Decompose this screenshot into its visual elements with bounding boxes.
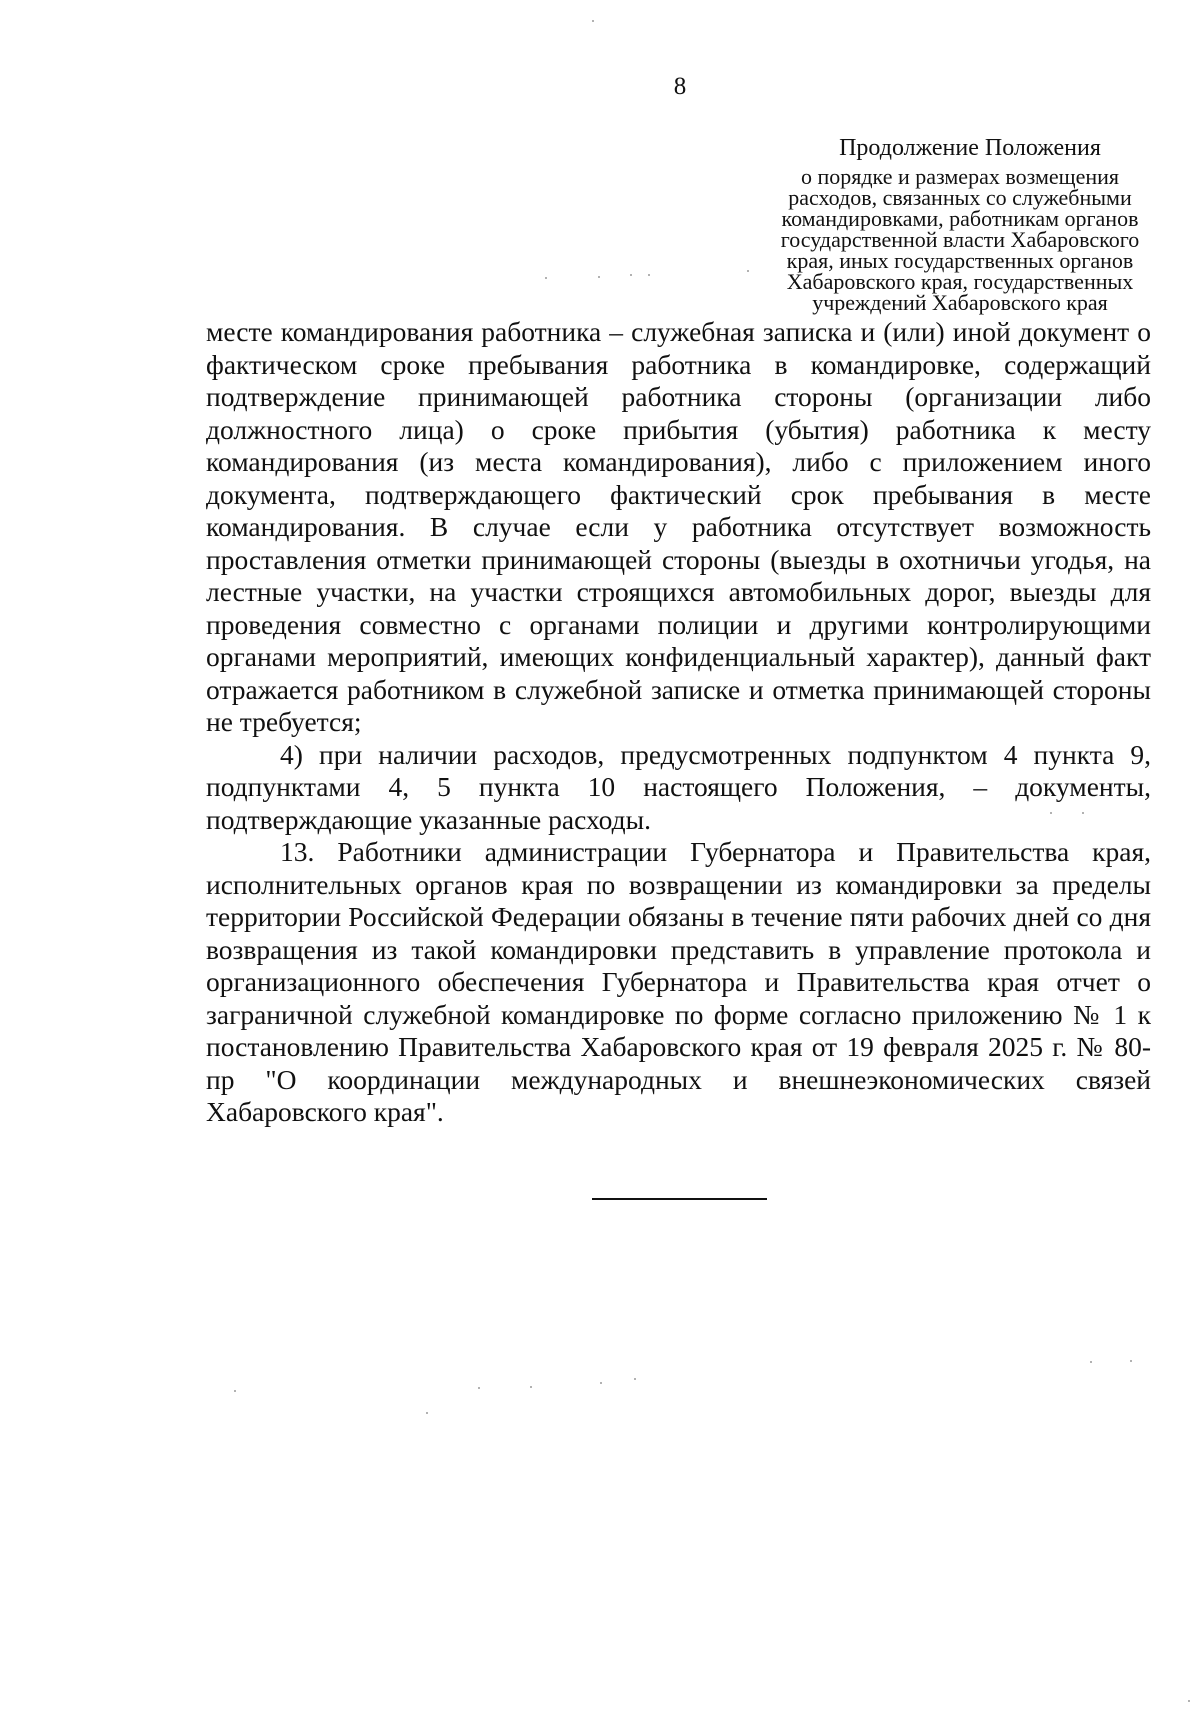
scan-speck [478,1387,480,1389]
appendix-header-line: Хабаровского края, государственных [786,269,1134,294]
body-paragraph-item-13: 13. Работники администрации Губернатора и Правительства края, исполнительных органов края по возвращении из командировки за пределы территории Российской Федерации обязаны в течение пяти рабочих дней со дня возвращения из такой командировки представить в управление протокола и организационного обеспечения Губернатора и Правительства края отчет о заграничной служебной командировке по форме согласно приложению № 1 к постановлению Правительства Хабаровского края от 19 февраля 2025 г. № 80-пр "О координации международных и внешнеэкономических связей Хабаровского края". [206,836,1151,1127]
scan-speck [1082,812,1084,814]
appendix-header-line: расходов, связанных со служебными [788,185,1132,210]
appendix-header-line: края, иных государственных органов [786,248,1134,273]
scan-speck [234,1390,236,1392]
appendix-header-line: командировками, работникам органов [781,206,1139,231]
scan-speck [426,1412,428,1414]
appendix-header-line: о порядке и размерах возмещения [800,164,1120,189]
end-of-text-rule [592,1198,767,1200]
body-paragraph-subitem-4: 4) при наличии расходов, предусмотренных подпунктом 4 пункта 9, подпунктами 4, 5 пункта 10 настоящего Положения, – документы, подтверждающие указанные расходы. [206,738,1151,835]
page-number: 8 [673,73,687,100]
scan-speck [1188,1700,1190,1702]
body-paragraph-continuation: месте командирования работника – служебная записка и (или) иной документ о фактическом сроке пребывания работника в командировке, содержащий подтверждение принимающей работника стороны (организации либо должностного лица) о сроке прибытия (убытия) работника к месту командирования (из места командирования), либо с приложением иного документа, подтверждающего фактический срок пребывания в месте командирования. В случае если у работника отсутствует возможность проставления отметки принимающей стороны (выезды в охотничьи угодья, на лестные участки, на участки строящихся автомобильных дорог, выезды для проведения совместно с органами полиции и другими контролирующими органами мероприятий, имеющих конфиденциальный характер), данный факт отражается работником в служебной записке и отметка принимающей стороны не требуется; [206,316,1151,737]
scan-speck [545,277,547,279]
appendix-header [730,134,1190,313]
scan-speck [648,274,650,276]
scan-speck [600,1382,602,1384]
scan-speck [1090,1361,1092,1363]
document-body [206,316,1151,1129]
appendix-header-line: государственной власти Хабаровского [780,227,1140,252]
scan-speck [530,1386,532,1388]
scan-speck [634,1378,636,1380]
appendix-header-line: учреждений Хабаровского края [812,290,1108,315]
scan-speck [630,274,632,276]
scan-speck [1130,1360,1132,1362]
scan-speck [747,270,749,272]
scan-speck [1050,812,1052,814]
scan-speck [598,276,600,278]
appendix-header-title: Продолжение Положения [839,135,1101,161]
scan-speck [592,20,594,22]
